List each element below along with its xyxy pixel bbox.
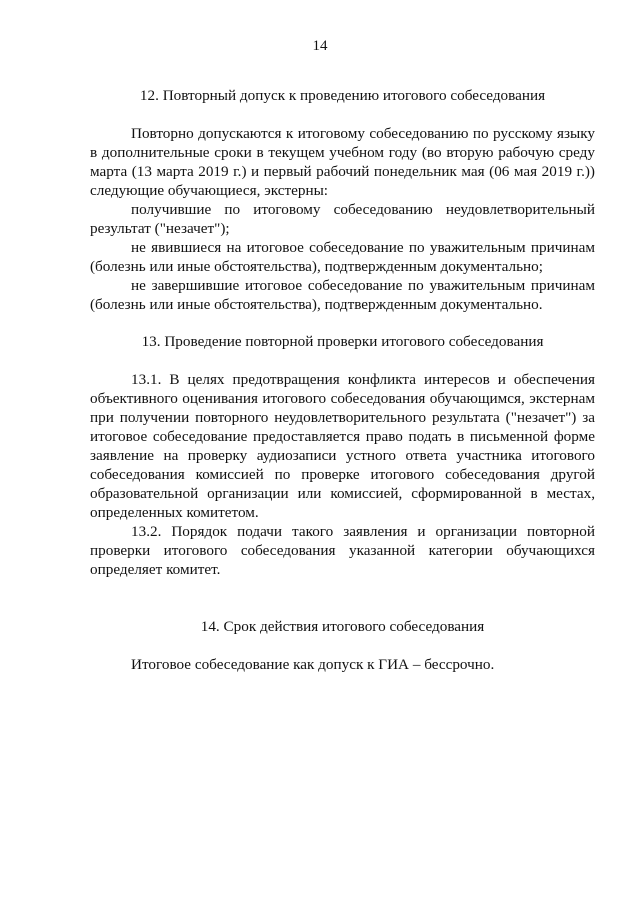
section-heading: 12. Повторный допуск к проведению итогового собеседования <box>139 87 546 104</box>
paragraph: Повторно допускаются к итоговому собеседованию по русскому языку в дополнительные сроки в текущем учебном году (во вторую рабочую среду марта (13 марта 2019 г.) и первый рабочий понедельник мая (06 мая 2019 г.)) следующие обучающиеся, экстерны: <box>90 125 595 199</box>
paragraph: 13.1. В целях предотвращения конфликта интересов и обеспечения объективного оценивания итогового собеседования обучающимся, экстернам при получении повторного неудовлетворительного результата ("незачет") за итоговое собеседование предоставляется право подать в письменной форме заявление на проверку аудиозаписи устного ответа участника итогового собеседования комиссией по проверке итогового собеседования другой образовательной организации или комиссией, сформированной в местах, определенных комитетом. <box>90 371 595 521</box>
paragraph: 13.2. Порядок подачи такого заявления и организации повторной проверки итогового собеседования указанной категории обучающихся определяет комитет. <box>90 523 595 578</box>
paragraph: Итоговое собеседование как допуск к ГИА – бессрочно. <box>131 656 495 673</box>
page-number: 14 <box>312 38 328 54</box>
paragraph: получившие по итоговому собеседованию неудовлетворительный результат ("незачет"); <box>90 201 595 237</box>
section-heading: 14. Срок действия итогового собеседования <box>200 618 485 635</box>
section-heading: 13. Проведение повторной проверки итогового собеседования <box>141 333 544 350</box>
paragraph: не явившиеся на итоговое собеседование по уважительным причинам (болезнь или иные обстоятельства), подтвержденным документально; <box>90 239 595 275</box>
paragraph: не завершившие итоговое собеседование по уважительным причинам (болезнь или иные обстоятельства), подтвержденным документально. <box>90 277 595 313</box>
section-13 <box>90 332 595 579</box>
document-body <box>90 86 595 674</box>
section-12 <box>90 86 595 314</box>
section-14 <box>90 617 595 674</box>
